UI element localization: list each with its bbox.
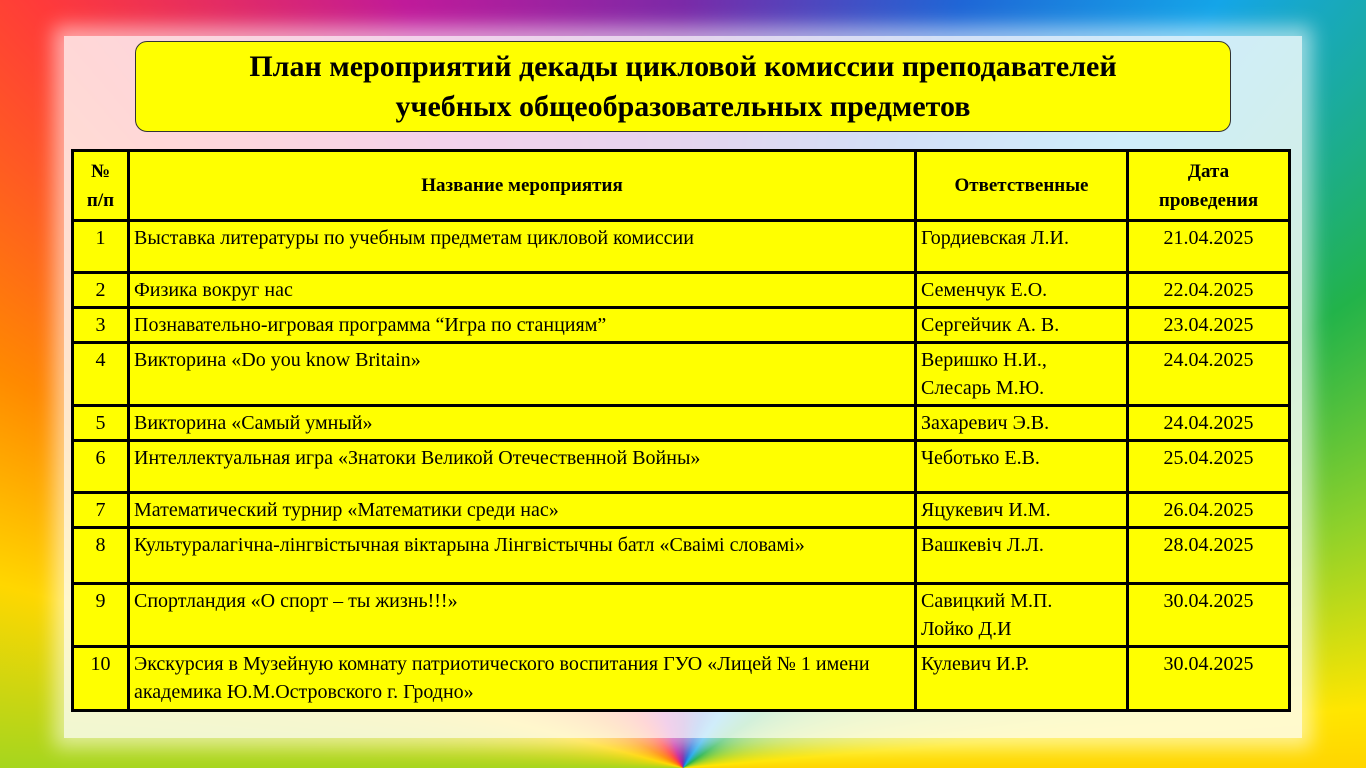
row-event-name: Интеллектуальная игра «Знатоки Великой Отечественной Войны» — [129, 441, 916, 493]
row-number: 7 — [73, 493, 129, 528]
row-responsible: Вашкевіч Л.Л. — [916, 528, 1128, 584]
title-line-2: учебных общеобразовательных предметов — [395, 89, 971, 123]
row-responsible: Кулевич И.Р. — [916, 647, 1128, 711]
table-row — [73, 343, 1290, 406]
responsible-person: Веришко Н.И., — [921, 349, 1047, 371]
row-number: 9 — [73, 584, 129, 647]
row-date: 23.04.2025 — [1128, 308, 1290, 343]
row-date: 30.04.2025 — [1128, 647, 1290, 711]
header-date-line2: проведения — [1158, 189, 1259, 211]
row-number: 5 — [73, 406, 129, 441]
row-number: 6 — [73, 441, 129, 493]
row-event-name: Познавательно-игровая программа “Игра по станциям” — [129, 308, 916, 343]
row-date: 24.04.2025 — [1128, 406, 1290, 441]
row-responsible: Сергейчик А. В. — [916, 308, 1128, 343]
table-row — [73, 528, 1290, 584]
row-number: 3 — [73, 308, 129, 343]
table-row — [73, 493, 1290, 528]
header-number-line1: № — [90, 160, 111, 182]
table-row — [73, 221, 1290, 273]
header-date-line1: Дата — [1187, 160, 1230, 182]
events-table — [71, 149, 1291, 712]
title-line-1: План мероприятий декады цикловой комиссии преподавателей — [249, 49, 1117, 83]
responsible-person: Савицкий М.П. — [921, 590, 1053, 612]
row-responsible: Гордиевская Л.И. — [916, 221, 1128, 273]
row-responsible: Чеботько Е.В. — [916, 441, 1128, 493]
row-responsible: Яцукевич И.М. — [916, 493, 1128, 528]
row-date: 22.04.2025 — [1128, 273, 1290, 308]
table-row — [73, 441, 1290, 493]
header-event-name: Название мероприятия — [129, 151, 916, 221]
table-row — [73, 647, 1290, 711]
row-event-name: Выставка литературы по учебным предметам цикловой комиссии — [129, 221, 916, 273]
header-number — [73, 151, 129, 221]
row-event-name: Викторина «Do you know Britain» — [129, 343, 916, 406]
header-responsible: Ответственные — [916, 151, 1128, 221]
page-title — [135, 41, 1231, 132]
row-date: 25.04.2025 — [1128, 441, 1290, 493]
row-date: 21.04.2025 — [1128, 221, 1290, 273]
row-number: 4 — [73, 343, 129, 406]
row-number: 1 — [73, 221, 129, 273]
table-row — [73, 308, 1290, 343]
row-responsible: Захаревич Э.В. — [916, 406, 1128, 441]
row-event-name: Культуралагічна-лінгвістычная віктарына Лінгвістычны батл «Сваімі словамі» — [129, 528, 916, 584]
row-event-name: Математический турнир «Математики среди нас» — [129, 493, 916, 528]
responsible-person: Лойко Д.И — [921, 618, 1012, 640]
row-responsible: Семенчук Е.О. — [916, 273, 1128, 308]
row-event-name: Экскурсия в Музейную комнату патриотического воспитания ГУО «Лицей № 1 имени академика Ю.М.Островского г. Гродно» — [129, 647, 916, 711]
row-number: 2 — [73, 273, 129, 308]
row-date: 24.04.2025 — [1128, 343, 1290, 406]
row-number: 8 — [73, 528, 129, 584]
row-date: 30.04.2025 — [1128, 584, 1290, 647]
row-event-name: Физика вокруг нас — [129, 273, 916, 308]
row-event-name: Спортландия «О спорт – ты жизнь!!!» — [129, 584, 916, 647]
row-event-name: Викторина «Самый умный» — [129, 406, 916, 441]
header-number-line2: п/п — [86, 189, 115, 211]
header-date — [1128, 151, 1290, 221]
row-date: 26.04.2025 — [1128, 493, 1290, 528]
responsible-person: Слесарь М.Ю. — [921, 377, 1045, 399]
table-row — [73, 584, 1290, 647]
row-responsible — [916, 584, 1128, 647]
row-number: 10 — [73, 647, 129, 711]
table-row — [73, 406, 1290, 441]
table-header-row — [73, 151, 1290, 221]
row-date: 28.04.2025 — [1128, 528, 1290, 584]
table-row — [73, 273, 1290, 308]
row-responsible — [916, 343, 1128, 406]
